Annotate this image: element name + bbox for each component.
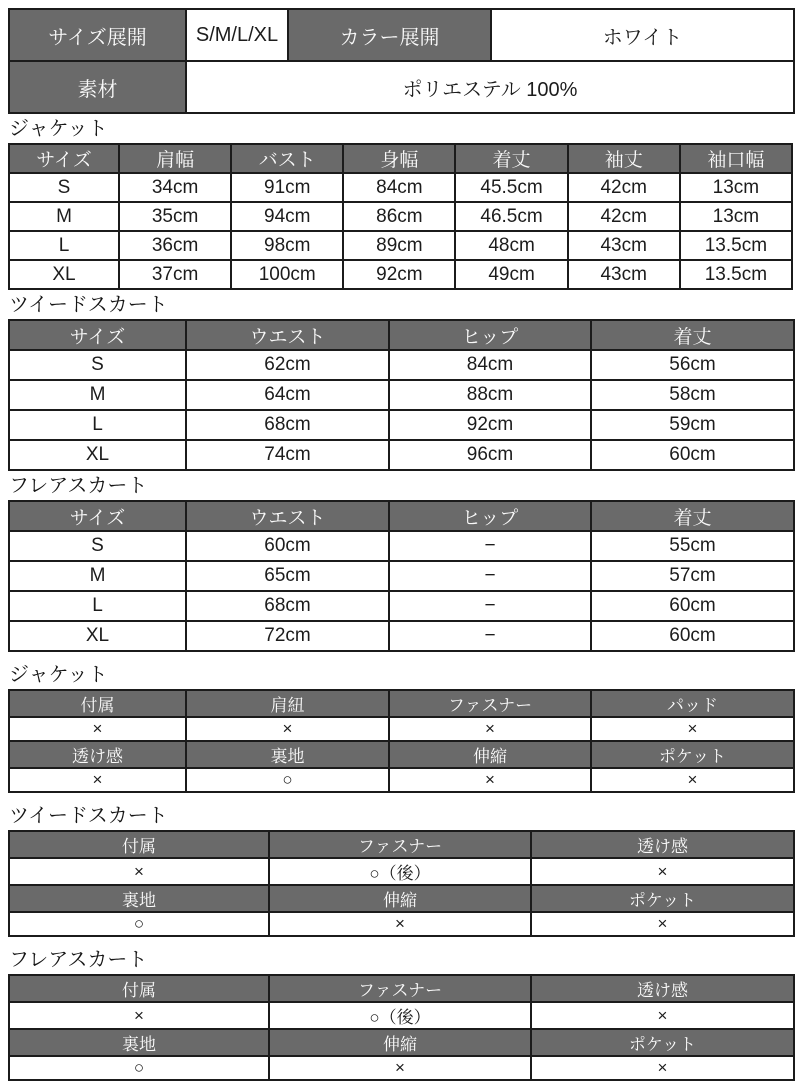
section-title-tweed-size: ツイードスカート xyxy=(9,294,168,316)
table-header-row xyxy=(9,501,794,531)
feature-value: ○（後） xyxy=(269,858,531,885)
flare-feature-table xyxy=(8,974,795,1081)
table-cell: XL xyxy=(9,440,186,470)
table-row xyxy=(9,561,794,591)
table-cell: 60cm xyxy=(186,531,389,561)
table-cell: 13cm xyxy=(680,202,792,231)
table-cell: 34cm xyxy=(119,173,231,202)
section-title-jacket-size: ジャケット xyxy=(9,118,108,140)
col-header-length: 着丈 xyxy=(591,501,794,531)
col-header-bust: バスト xyxy=(231,144,343,173)
table-cell: 55cm xyxy=(591,531,794,561)
table-cell: L xyxy=(9,591,186,621)
flare-size-table xyxy=(8,500,795,652)
table-cell: L xyxy=(9,410,186,440)
table-cell: M xyxy=(9,202,119,231)
col-header-size: サイズ xyxy=(9,144,119,173)
table-cell: 42cm xyxy=(568,202,680,231)
table-cell: 65cm xyxy=(186,561,389,591)
table-cell: 46.5cm xyxy=(455,202,567,231)
table-row xyxy=(9,1056,794,1080)
table-row xyxy=(9,61,794,113)
table-cell: 59cm xyxy=(591,410,794,440)
table-row xyxy=(9,912,794,936)
table-cell: 92cm xyxy=(343,260,455,289)
table-row xyxy=(9,173,792,202)
section-title-flare-size: フレアスカート xyxy=(9,475,148,497)
tweed-feature-table xyxy=(8,830,795,937)
feature-value: × xyxy=(9,858,269,885)
table-cell: 42cm xyxy=(568,173,680,202)
feature-value: × xyxy=(531,912,794,936)
feature-header-sheer: 透け感 xyxy=(9,741,186,768)
table-cell: M xyxy=(9,380,186,410)
table-cell: − xyxy=(389,591,591,621)
feature-header-accessory: 付属 xyxy=(9,831,269,858)
product-info-table xyxy=(8,8,795,114)
feature-value: × xyxy=(186,717,389,741)
feature-header-stretch: 伸縮 xyxy=(389,741,591,768)
table-header-row xyxy=(9,690,794,717)
table-cell: 92cm xyxy=(389,410,591,440)
feature-header-lining: 裏地 xyxy=(9,885,269,912)
feature-value: × xyxy=(389,768,591,792)
table-header-row xyxy=(9,144,792,173)
table-cell: 45.5cm xyxy=(455,173,567,202)
col-header-hip: ヒップ xyxy=(389,501,591,531)
table-cell: 37cm xyxy=(119,260,231,289)
table-row xyxy=(9,9,794,61)
feature-header-lining: 裏地 xyxy=(9,1029,269,1056)
size-range-value: S/M/L/XL xyxy=(186,9,288,61)
col-header-shoulder: 肩幅 xyxy=(119,144,231,173)
table-cell: 72cm xyxy=(186,621,389,651)
feature-header-lining: 裏地 xyxy=(186,741,389,768)
feature-value: × xyxy=(9,717,186,741)
feature-header-stretch: 伸縮 xyxy=(269,885,531,912)
table-row xyxy=(9,531,794,561)
feature-header-zipper: ファスナー xyxy=(269,831,531,858)
table-cell: − xyxy=(389,561,591,591)
table-cell: 84cm xyxy=(343,173,455,202)
table-row xyxy=(9,410,794,440)
table-cell: S xyxy=(9,350,186,380)
table-cell: 56cm xyxy=(591,350,794,380)
table-cell: 100cm xyxy=(231,260,343,289)
color-range-label: カラー展開 xyxy=(288,9,491,61)
table-cell: 60cm xyxy=(591,440,794,470)
table-cell: 88cm xyxy=(389,380,591,410)
size-range-label: サイズ展開 xyxy=(9,9,186,61)
feature-header-accessory: 付属 xyxy=(9,975,269,1002)
table-cell: 89cm xyxy=(343,231,455,260)
table-cell: 98cm xyxy=(231,231,343,260)
col-header-cuffwidth: 袖口幅 xyxy=(680,144,792,173)
table-header-row xyxy=(9,320,794,350)
table-header-row xyxy=(9,975,794,1002)
feature-value: ○ xyxy=(9,1056,269,1080)
material-value: ポリエステル 100% xyxy=(186,61,794,113)
feature-value: ○ xyxy=(9,912,269,936)
feature-value: × xyxy=(269,1056,531,1080)
section-title-jacket-spec: ジャケット xyxy=(9,664,108,686)
table-cell: L xyxy=(9,231,119,260)
table-row xyxy=(9,440,794,470)
col-header-length: 着丈 xyxy=(455,144,567,173)
table-cell: 86cm xyxy=(343,202,455,231)
feature-header-zipper: ファスナー xyxy=(389,690,591,717)
table-cell: 13cm xyxy=(680,173,792,202)
feature-header-accessory: 付属 xyxy=(9,690,186,717)
feature-value: × xyxy=(389,717,591,741)
col-header-waist: ウエスト xyxy=(186,320,389,350)
table-row xyxy=(9,202,792,231)
col-header-size: サイズ xyxy=(9,501,186,531)
table-cell: S xyxy=(9,173,119,202)
feature-header-strap: 肩紐 xyxy=(186,690,389,717)
table-row xyxy=(9,350,794,380)
col-header-size: サイズ xyxy=(9,320,186,350)
jacket-feature-table xyxy=(8,689,795,793)
feature-header-pocket: ポケット xyxy=(531,1029,794,1056)
col-header-waist: ウエスト xyxy=(186,501,389,531)
section-title-tweed-spec: ツイードスカート xyxy=(9,805,168,827)
col-header-sleevelength: 袖丈 xyxy=(568,144,680,173)
table-row xyxy=(9,591,794,621)
col-header-bodywidth: 身幅 xyxy=(343,144,455,173)
table-header-row xyxy=(9,1029,794,1056)
table-cell: S xyxy=(9,531,186,561)
feature-value: × xyxy=(591,768,794,792)
table-cell: XL xyxy=(9,621,186,651)
table-cell: 57cm xyxy=(591,561,794,591)
table-row xyxy=(9,768,794,792)
feature-value: × xyxy=(269,912,531,936)
table-cell: XL xyxy=(9,260,119,289)
feature-header-pad: パッド xyxy=(591,690,794,717)
feature-value: × xyxy=(531,1002,794,1029)
table-cell: 84cm xyxy=(389,350,591,380)
feature-value: × xyxy=(531,858,794,885)
table-cell: 96cm xyxy=(389,440,591,470)
feature-header-sheer: 透け感 xyxy=(531,831,794,858)
table-row xyxy=(9,260,792,289)
table-cell: 68cm xyxy=(186,591,389,621)
section-title-flare-spec: フレアスカート xyxy=(9,949,148,971)
table-cell: 91cm xyxy=(231,173,343,202)
feature-header-stretch: 伸縮 xyxy=(269,1029,531,1056)
table-row xyxy=(9,621,794,651)
table-header-row xyxy=(9,885,794,912)
table-cell: 94cm xyxy=(231,202,343,231)
table-cell: 68cm xyxy=(186,410,389,440)
feature-header-pocket: ポケット xyxy=(591,741,794,768)
table-cell: 64cm xyxy=(186,380,389,410)
table-row xyxy=(9,717,794,741)
table-cell: 43cm xyxy=(568,231,680,260)
table-header-row xyxy=(9,741,794,768)
table-cell: 48cm xyxy=(455,231,567,260)
table-cell: − xyxy=(389,621,591,651)
material-label: 素材 xyxy=(9,61,186,113)
feature-value: ○ xyxy=(186,768,389,792)
feature-value: × xyxy=(531,1056,794,1080)
color-range-value: ホワイト xyxy=(491,9,794,61)
feature-header-sheer: 透け感 xyxy=(531,975,794,1002)
table-cell: M xyxy=(9,561,186,591)
feature-header-pocket: ポケット xyxy=(531,885,794,912)
tweed-size-table xyxy=(8,319,795,471)
table-row xyxy=(9,231,792,260)
table-cell: 74cm xyxy=(186,440,389,470)
table-row xyxy=(9,1002,794,1029)
table-cell: − xyxy=(389,531,591,561)
feature-value: ○（後） xyxy=(269,1002,531,1029)
table-cell: 13.5cm xyxy=(680,231,792,260)
table-cell: 49cm xyxy=(455,260,567,289)
table-cell: 60cm xyxy=(591,621,794,651)
col-header-hip: ヒップ xyxy=(389,320,591,350)
table-row xyxy=(9,380,794,410)
feature-value: × xyxy=(9,768,186,792)
feature-header-zipper: ファスナー xyxy=(269,975,531,1002)
table-cell: 58cm xyxy=(591,380,794,410)
table-header-row xyxy=(9,831,794,858)
jacket-size-table xyxy=(8,143,793,290)
col-header-length: 着丈 xyxy=(591,320,794,350)
table-cell: 13.5cm xyxy=(680,260,792,289)
feature-value: × xyxy=(591,717,794,741)
table-row xyxy=(9,858,794,885)
table-cell: 62cm xyxy=(186,350,389,380)
table-cell: 36cm xyxy=(119,231,231,260)
table-cell: 43cm xyxy=(568,260,680,289)
feature-value: × xyxy=(9,1002,269,1029)
table-cell: 60cm xyxy=(591,591,794,621)
table-cell: 35cm xyxy=(119,202,231,231)
